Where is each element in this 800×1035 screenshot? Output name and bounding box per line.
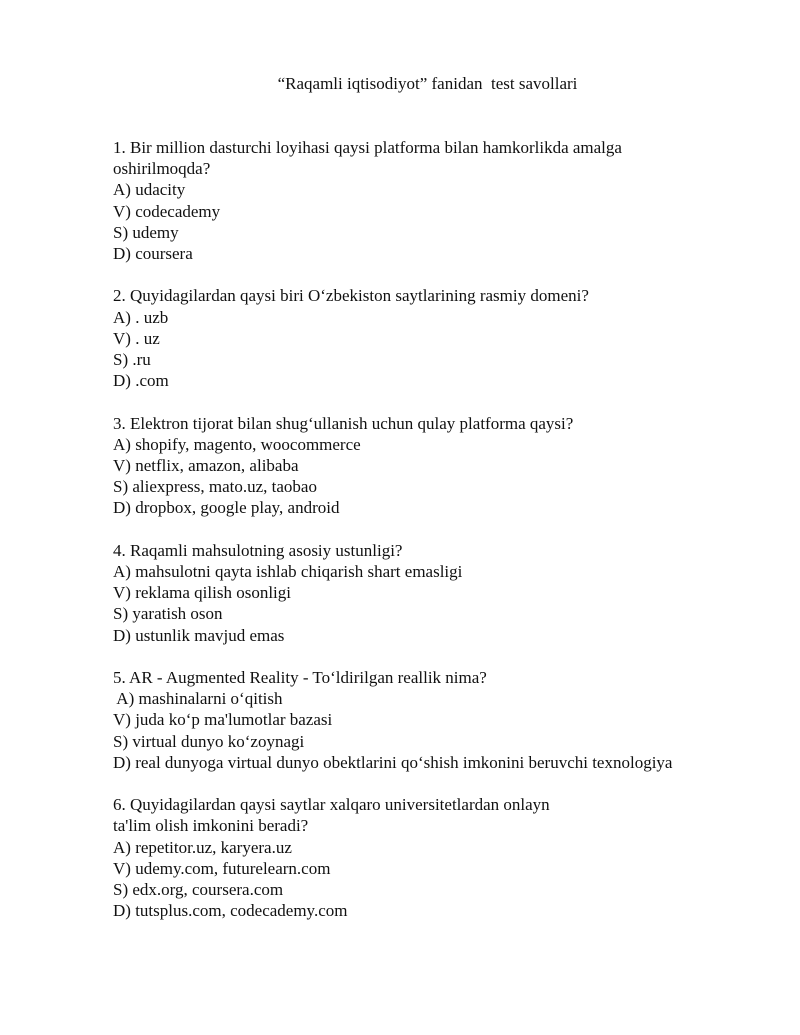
answer-options — [113, 179, 773, 264]
question-1 — [113, 137, 773, 264]
answer-option-v: V) . uz — [113, 328, 160, 348]
question-5 — [113, 667, 773, 773]
answer-options — [113, 688, 773, 773]
answer-option-a: A) mahsulotni qayta ishlab chiqarish shart emasligi — [113, 562, 463, 582]
answer-option-s: S) yaratish oson — [113, 604, 223, 624]
answer-option-s: S) udemy — [113, 222, 179, 242]
answer-options — [113, 307, 773, 392]
answer-option-v: V) udemy.com, futurelearn.com — [113, 858, 331, 878]
answer-option-d: D) coursera — [113, 244, 193, 264]
answer-option-a: A) mashinalarni o‘qitish — [113, 689, 283, 709]
answer-option-v: V) juda ko‘p ma'lumotlar bazasi — [113, 710, 333, 730]
answer-option-v: V) codecademy — [113, 201, 221, 221]
answer-option-a: A) . uzb — [113, 307, 169, 327]
question-text: 6. Quyidagilardan qaysi saytlar xalqaro universitetlardan onlayn ta'lim olish imkonini beradi? — [113, 795, 550, 836]
question-list — [113, 137, 773, 943]
answer-options — [113, 561, 773, 646]
answer-option-a: A) repetitor.uz, karyera.uz — [113, 837, 292, 857]
question-text: 1. Bir million dasturchi loyihasi qaysi platforma bilan hamkorlikda amalga oshirilmoqda? — [113, 138, 622, 179]
answer-option-s: S) aliexpress, mato.uz, taobao — [113, 477, 317, 497]
question-text: 2. Quyidagilardan qaysi biri O‘zbekiston saytlarining rasmiy domeni? — [113, 286, 589, 306]
answer-option-a: A) udacity — [113, 180, 186, 200]
answer-options — [113, 837, 773, 922]
answer-option-a: A) shopify, magento, woocommerce — [113, 434, 361, 454]
question-text: 5. AR - Augmented Reality - To‘ldirilgan reallik nima? — [113, 668, 487, 688]
question-6 — [113, 794, 773, 921]
answer-option-d: D) .com — [113, 371, 169, 391]
question-3 — [113, 413, 773, 519]
answer-option-v: V) netflix, amazon, alibaba — [113, 456, 299, 476]
answer-option-d: D) real dunyoga virtual dunyo obektlarini qo‘shish imkonini beruvchi texnologiya — [113, 752, 673, 772]
document-title: “Raqamli iqtisodiyot” fanidan test savollari — [277, 74, 578, 93]
answer-option-s: S) .ru — [113, 350, 151, 370]
answer-options — [113, 434, 773, 519]
answer-option-s: S) edx.org, coursera.com — [113, 880, 284, 900]
answer-option-s: S) virtual dunyo ko‘zoynagi — [113, 731, 305, 751]
question-text: 3. Elektron tijorat bilan shug‘ullanish uchun qulay platforma qaysi? — [113, 413, 574, 433]
answer-option-d: D) ustunlik mavjud emas — [113, 625, 285, 645]
question-2 — [113, 285, 773, 391]
answer-option-d: D) dropbox, google play, android — [113, 498, 340, 518]
answer-option-d: D) tutsplus.com, codecademy.com — [113, 901, 348, 921]
question-4 — [113, 540, 773, 646]
answer-option-v: V) reklama qilish osonligi — [113, 583, 292, 603]
question-text: 4. Raqamli mahsulotning asosiy ustunligi? — [113, 540, 403, 560]
